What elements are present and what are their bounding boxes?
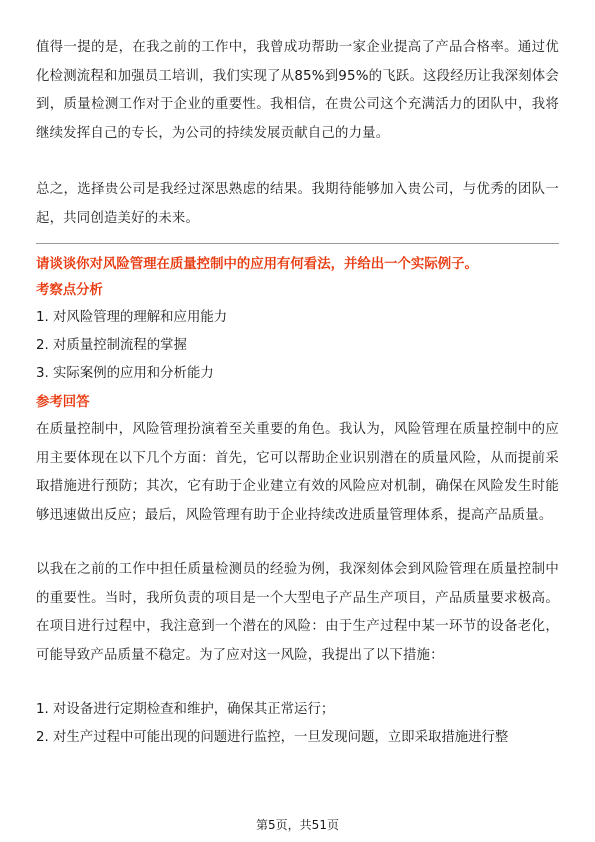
question-heading: 请谈谈你对风险管理在质量控制中的应用有何看法，并给出一个实际例子。 bbox=[36, 257, 478, 272]
answer-paragraph-1: 在质量控制中，风险管理扮演着至关重要的角色。我认为，风险管理在质量控制中的应用主要体现在以下几个方面：首先，它可以帮助企业识别潜在的质量风险，从而提前采取措施进行预防；其次，它有助于企业建立有效的风险应对机制，确保在风险发生时能够迅速做出反应；最后，风险管理有助于企业持续改进质量管理体系，提高产品质量。 bbox=[36, 422, 559, 523]
analysis-item: 2. 对质量控制流程的掌握 bbox=[36, 338, 187, 353]
analysis-item: 1. 对风险管理的理解和应用能力 bbox=[36, 310, 228, 325]
intro-paragraph-1: 值得一提的是，在我之前的工作中，我曾成功帮助一家企业提高了产品合格率。通过优化检测流程和加强员工培训，我们实现了从85%到95%的飞跃。这段经历让我深刻体会到，质量检测工作对于企业的重要性。我相信，在贵公司这个充满活力的团队中，我将继续发挥自己的专长，为公司的持续发展贡献自己的力量。 bbox=[36, 40, 559, 141]
answer-title: 参考回答 bbox=[36, 395, 90, 410]
analysis-list bbox=[36, 304, 559, 388]
analysis-item: 3. 实际案例的应用和分析能力 bbox=[36, 366, 214, 381]
section-divider bbox=[36, 243, 559, 244]
measure-item: 1. 对设备进行定期检查和维护，确保其正常运行； bbox=[36, 702, 335, 717]
page-footer: 第5页，共51页 bbox=[256, 818, 339, 832]
analysis-title: 考察点分析 bbox=[36, 283, 103, 298]
intro-paragraph-2: 总之，选择贵公司是我经过深思熟虑的结果。我期待能够加入贵公司，与优秀的团队一起，共同创造美好的未来。 bbox=[36, 182, 559, 226]
measure-item: 2. 对生产过程中可能出现的问题进行监控，一旦发现问题，立即采取措施进行整 bbox=[36, 730, 509, 745]
measures-list bbox=[36, 696, 559, 752]
answer-paragraph-2: 以我在之前的工作中担任质量检测员的经验为例，我深刻体会到风险管理在质量控制中的重要性。当时，我所负责的项目是一个大型电子产品生产项目，产品质量要求极高。在项目进行过程中，我注意到一个潜在的风险：由于生产过程中某一环节的设备老化，可能导致产品质量不稳定。为了应对这一风险，我提出了以下措施： bbox=[36, 562, 559, 663]
document-body bbox=[36, 34, 559, 752]
